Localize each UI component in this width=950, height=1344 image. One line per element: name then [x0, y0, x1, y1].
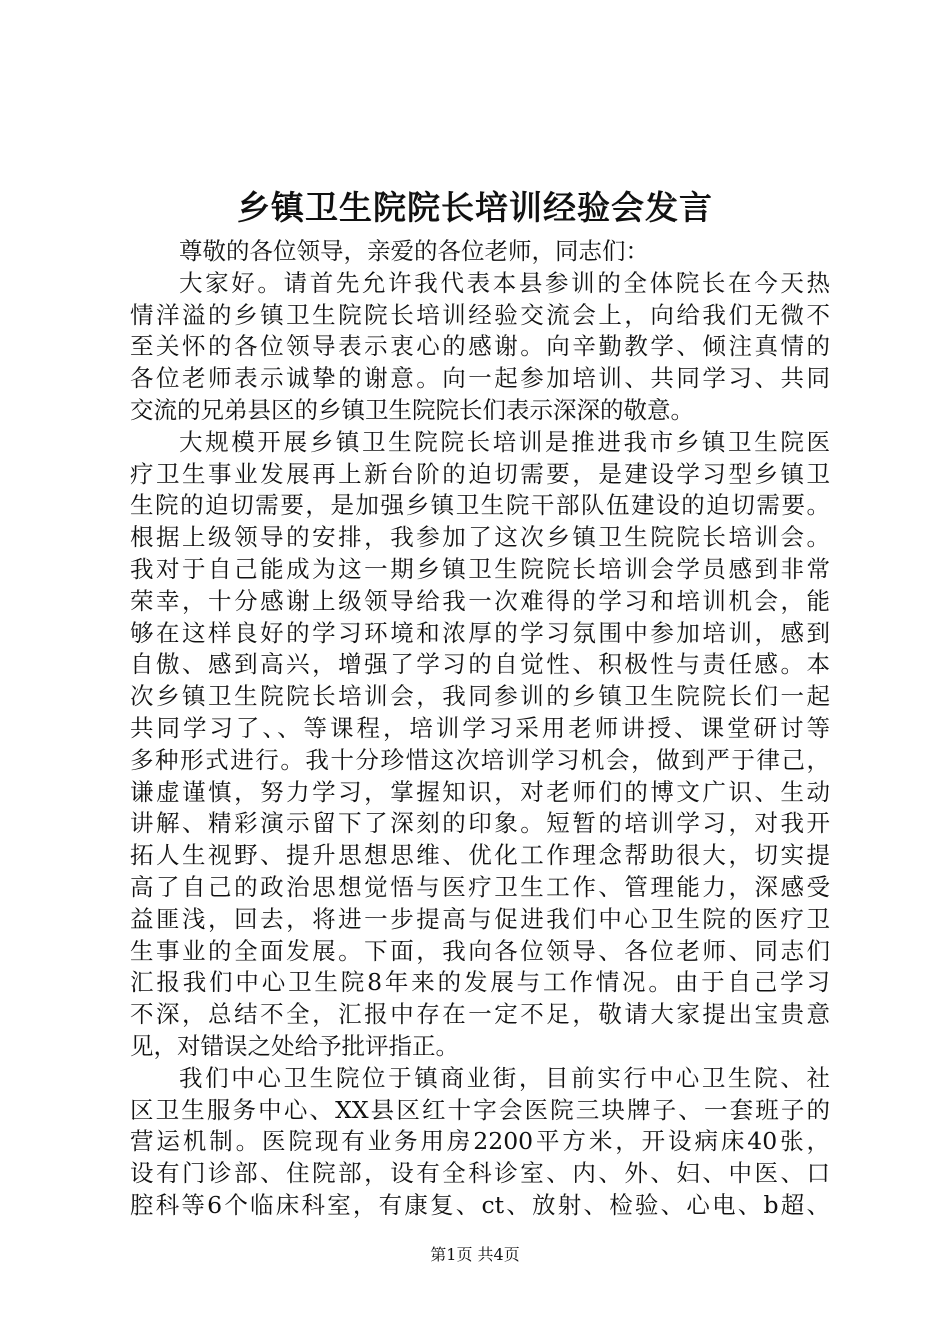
text-line: 根据上级领导的安排，我参加了这次乡镇卫生院院长培训会。	[130, 523, 830, 552]
document-title: 乡镇卫生院院长培训经验会发言	[237, 188, 713, 227]
document-body	[130, 236, 830, 1222]
text-line: 生事业的全面发展。下面，我向各位领导、各位老师、同志们	[130, 936, 830, 965]
text-line: 见，对错误之处给予批评指正。	[130, 1031, 459, 1060]
text-line: 情洋溢的乡镇卫生院院长培训经验交流会上，向给我们无微不	[130, 300, 830, 329]
text-line: 交流的兄弟县区的乡镇卫生院院长们表示深深的敬意。	[130, 395, 694, 424]
text-line: 大规模开展乡镇卫生院院长培训是推进我市乡镇卫生院医	[179, 427, 830, 456]
text-line: 荣幸，十分感谢上级领导给我一次难得的学习和培训机会，能	[130, 586, 830, 615]
text-line: 各位老师表示诚挚的谢意。向一起参加培训、共同学习、共同	[130, 364, 830, 393]
text-line: 够在这样良好的学习环境和浓厚的学习氛围中参加培训，感到	[130, 618, 830, 647]
text-line: 自傲、感到高兴，增强了学习的自觉性、积极性与责任感。本	[130, 650, 830, 679]
text-line: 设有门诊部、住院部，设有全科诊室、内、外、妇、中医、口	[130, 1159, 830, 1188]
text-line: 生院的迫切需要，是加强乡镇卫生院干部队伍建设的迫切需要。	[130, 491, 830, 520]
text-line: 我们中心卫生院位于镇商业街，目前实行中心卫生院、社	[179, 1063, 830, 1092]
text-line: 共同学习了、、等课程，培训学习采用老师讲授、课堂研讨等	[130, 713, 830, 742]
text-line: 不深，总结不全，汇报中存在一定不足，敬请大家提出宝贵意	[130, 1000, 830, 1029]
text-line: 次乡镇卫生院院长培训会，我同参训的乡镇卫生院院长们一起	[130, 682, 830, 711]
text-line: 拓人生视野、提升思想思维、优化工作理念帮助很大，切实提	[130, 841, 830, 870]
text-line: 高了自己的政治思想觉悟与医疗卫生工作、管理能力，深感受	[130, 872, 830, 901]
text-line: 我对于自己能成为这一期乡镇卫生院院长培训会学员感到非常	[130, 554, 830, 583]
text-line: 大家好。请首先允许我代表本县参训的全体院长在今天热	[179, 268, 830, 297]
text-line: 疗卫生事业发展再上新台阶的迫切需要，是建设学习型乡镇卫	[130, 459, 830, 488]
text-line: 汇报我们中心卫生院8年来的发展与工作情况。由于自己学习	[130, 968, 830, 997]
text-line: 营运机制。医院现有业务用房2200平方米，开设病床40张，	[130, 1127, 830, 1156]
text-line: 区卫生服务中心、XX县区红十字会医院三块牌子、一套班子的	[130, 1095, 830, 1124]
text-line: 腔科等6个临床科室，有康复、ct、放射、检验、心电、b超、	[130, 1190, 830, 1219]
text-line: 至关怀的各位领导表示衷心的感谢。向辛勤教学、倾注真情的	[130, 332, 830, 361]
text-line: 益匪浅，回去，将进一步提高与促进我们中心卫生院的医疗卫	[130, 904, 830, 933]
page-footer: 第1页 共4页	[430, 1245, 520, 1264]
text-line: 尊敬的各位领导，亲爱的各位老师，同志们：	[179, 237, 649, 265]
text-line: 谦虚谨慎，努力学习，掌握知识，对老师们的博文广识、生动	[130, 777, 830, 806]
text-line: 多种形式进行。我十分珍惜这次培训学习机会，做到严于律己，	[130, 745, 830, 774]
text-line: 讲解、精彩演示留下了深刻的印象。短暂的培训学习，对我开	[130, 809, 830, 838]
